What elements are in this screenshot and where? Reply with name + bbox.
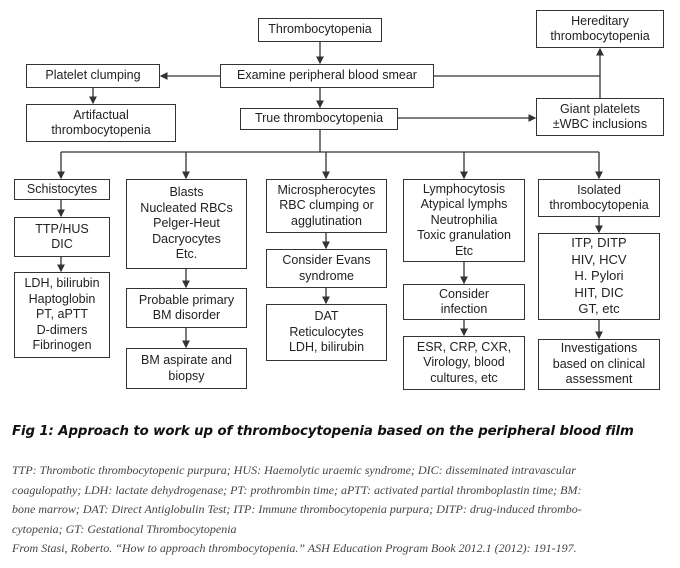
footnotes: [12, 461, 677, 559]
node-artifactual: Artifactual thrombocytopenia: [26, 104, 176, 142]
node-itp: ITP, DITP HIV, HCV H. Pylori HIT, DIC GT, etc: [538, 233, 660, 320]
footnote-line: coagulopathy; LDH: lactate dehydrogenase; PT: prothrombin time; aPTT: activated partial thromboplastin time; BM:: [12, 482, 582, 497]
citation: From Stasi, Roberto. “How to approach thrombocytopenia.” ASH Education Program Book 2012.1 (2012): 191-197.: [12, 541, 577, 555]
node-evans: Consider Evans syndrome: [266, 249, 387, 288]
node-ttp-hus: TTP/HUS DIC: [14, 217, 110, 257]
node-schistocytes: Schistocytes: [14, 179, 110, 200]
node-giant-platelets: Giant platelets ±WBC inclusions: [536, 98, 664, 136]
node-probable-bm: Probable primary BM disorder: [126, 288, 247, 328]
node-examine-smear: Examine peripheral blood smear: [220, 64, 434, 88]
node-bm-aspirate: BM aspirate and biopsy: [126, 348, 247, 389]
node-ldh-tests: LDH, bilirubin Haptoglobin PT, aPTT D-dimers Fibrinogen: [14, 272, 110, 358]
footnote-line: bone marrow; DAT: Direct Antiglobulin Test; ITP: Immune thrombocytopenia purpura; DITP: drug-induced thrombo-: [12, 502, 582, 516]
figure-caption: Fig 1: Approach to work up of thrombocytopenia based on the peripheral blood film: [12, 424, 634, 439]
node-platelet-clumping: Platelet clumping: [26, 64, 160, 88]
node-dat: DAT Reticulocytes LDH, bilirubin: [266, 304, 387, 361]
node-investigations: Investigations based on clinical assessment: [538, 339, 660, 390]
node-isolated: Isolated thrombocytopenia: [538, 179, 660, 217]
node-thrombocytopenia: Thrombocytopenia: [258, 18, 382, 42]
node-hereditary: Hereditary thrombocytopenia: [536, 10, 664, 48]
node-microspherocytes: Microspherocytes RBC clumping or agglutination: [266, 179, 387, 233]
footnote-line: TTP: Thrombotic thrombocytopenic purpura; HUS: Haemolytic uraemic syndrome; DIC: disseminated intravascular: [12, 463, 576, 477]
footnote-line: cytopenia; GT: Gestational Thrombocytopenia: [12, 521, 237, 536]
node-lymphocytosis: Lymphocytosis Atypical lymphs Neutrophilia Toxic granulation Etc: [403, 179, 525, 262]
node-esr: ESR, CRP, CXR, Virology, blood cultures, etc: [403, 336, 525, 390]
node-infection: Consider infection: [403, 284, 525, 320]
node-blasts: Blasts Nucleated RBCs Pelger-Heut Dacryocytes Etc.: [126, 179, 247, 269]
node-true-thrombocytopenia: True thrombocytopenia: [240, 108, 398, 130]
